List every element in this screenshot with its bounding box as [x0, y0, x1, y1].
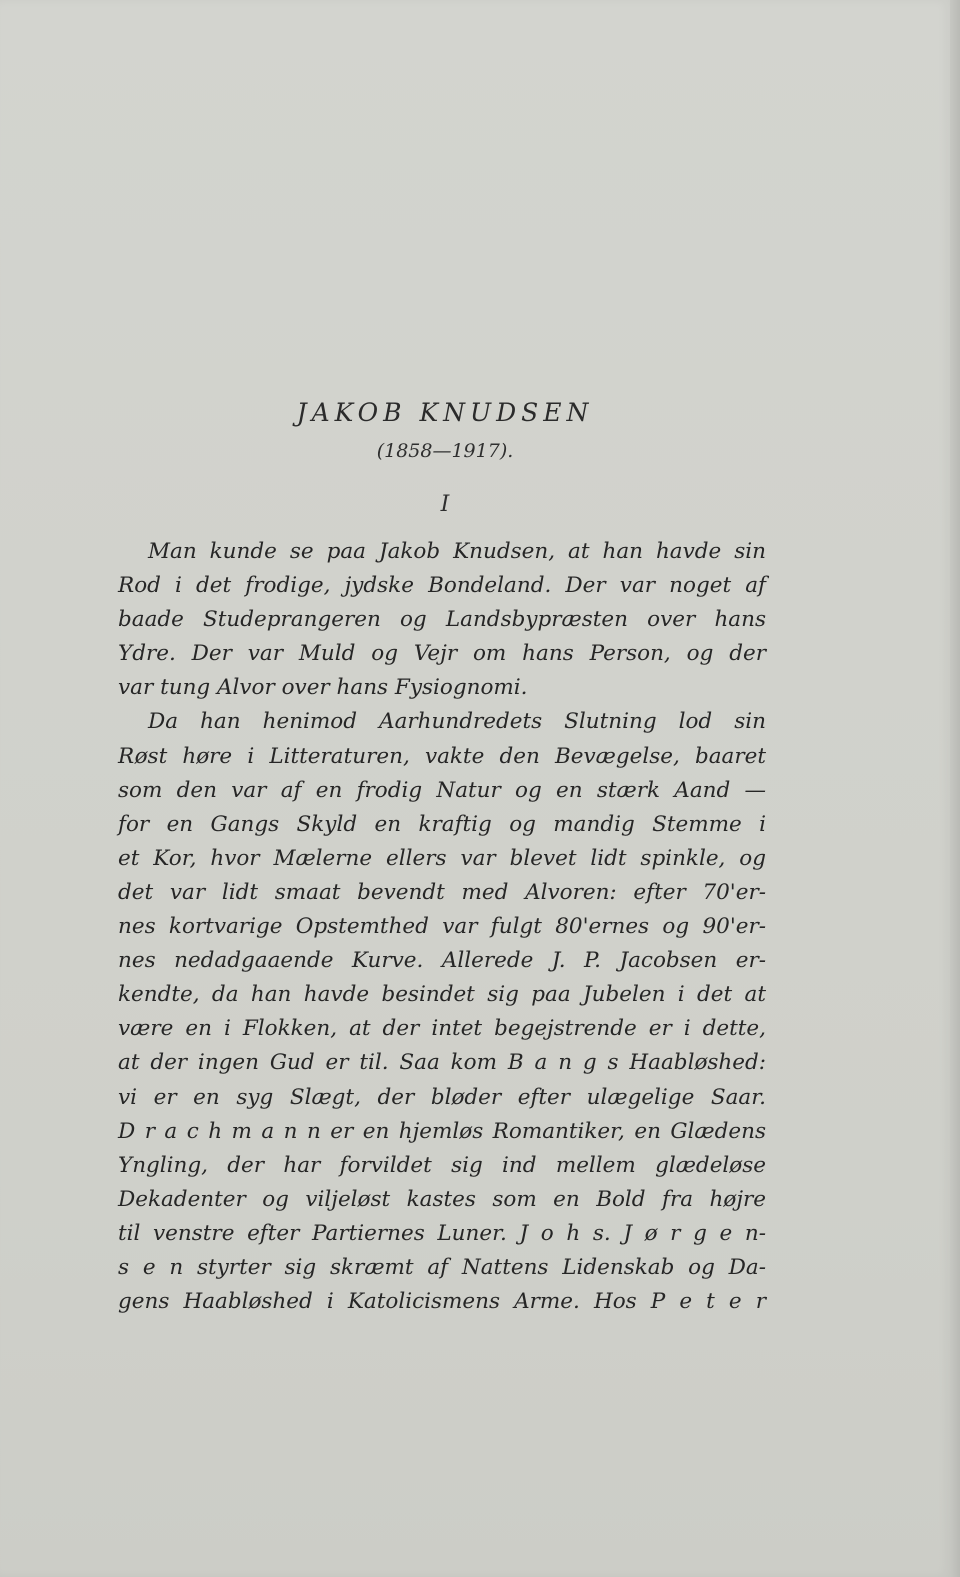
text-line: gens Haabløshed i Katolicismens Arme. Hos P e t e r	[118, 1289, 766, 1315]
text-line: vi er en syg Slægt, der bløder efter ulægelige Saar.	[118, 1084, 766, 1110]
text-line: som den var af en frodig Natur og en stærk Aand —	[118, 777, 766, 803]
text-line: D r a c h m a n n er en hjemløs Romantiker, en Glædens	[118, 1118, 766, 1144]
text-line: for en Gangs Skyld en kraftig og mandig Stemme i	[118, 811, 766, 837]
text-line: baade Studeprangeren og Landsbypræsten over hans	[118, 607, 766, 633]
text-line: et Kor, hvor Mælerne ellers var blevet lidt spinkle, og	[118, 845, 766, 871]
body-text	[118, 535, 766, 1319]
life-dates: (1858—1917).	[376, 440, 514, 462]
text-line: var tung Alvor over hans Fysiognomi.	[118, 675, 528, 701]
section-number: I	[440, 492, 450, 517]
chapter-title: JAKOB KNUDSEN	[296, 398, 594, 427]
text-line: s e n styrter sig skræmt af Nattens Lidenskab og Da-	[118, 1254, 766, 1280]
text-line: Røst høre i Litteraturen, vakte den Bevægelse, baaret	[118, 743, 766, 769]
text-line: Dekadenter og viljeløst kastes som en Bold fra højre	[118, 1186, 766, 1212]
page-edge	[950, 0, 960, 1577]
text-line: Rod i det frodige, jydske Bondeland. Der var noget af	[118, 573, 766, 599]
text-line: Man kunde se paa Jakob Knudsen, at han havde sin	[148, 539, 766, 564]
text-line: det var lidt smaat bevendt med Alvoren: efter 70'er-	[118, 879, 766, 905]
text-line: nes nedadgaaende Kurve. Allerede J. P. Jacobsen er-	[118, 948, 766, 974]
text-line: Ydre. Der var Muld og Vejr om hans Person, og der	[118, 641, 766, 667]
text-line: Yngling, der har forvildet sig ind mellem glædeløse	[118, 1152, 766, 1178]
text-line: kendte, da han havde besindet sig paa Jubelen i det at	[118, 982, 766, 1008]
text-line: at der ingen Gud er til. Saa kom B a n g s Haabløshed:	[118, 1050, 766, 1076]
text-line: være en i Flokken, at der intet begejstrende er i dette,	[118, 1016, 766, 1042]
text-line: til venstre efter Partiernes Luner. J o h s. J ø r g e n-	[118, 1220, 766, 1246]
text-line: Da han henimod Aarhundredets Slutning lod sin	[148, 709, 766, 735]
text-line: nes kortvarige Opstemthed var fulgt 80'ernes og 90'er-	[118, 914, 766, 940]
